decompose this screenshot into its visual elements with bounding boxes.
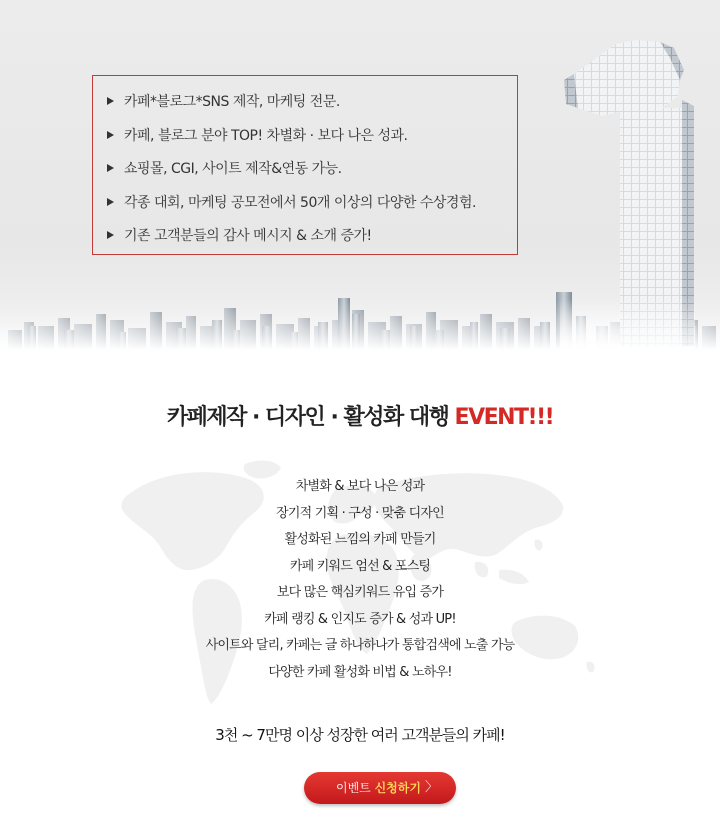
triangle-bullet-icon: [107, 97, 114, 105]
feature-text: 카페, 블로그 분야 TOP! 차별화 · 보다 나은 성과.: [124, 127, 408, 144]
event-title-highlight: EVENT!!!: [454, 405, 554, 430]
event-apply-label-highlight: 신청하기: [374, 781, 421, 795]
event-title-main: 카페제작 · 디자인 · 활성화 대행: [166, 405, 455, 430]
event-feature-item: 보다 많은 핵심키워드 유입 증가: [276, 585, 444, 600]
event-apply-button[interactable]: [304, 772, 456, 804]
event-feature-item: 장기적 기획 · 구성 · 맞춤 디자인: [276, 505, 444, 521]
feature-text: 각종 대회, 마케팅 공모전에서 50개 이상의 다양한 수상경험.: [124, 194, 476, 211]
feature-text: 카페*블로그*SNS 제작, 마케팅 전문.: [124, 94, 340, 110]
feature-box: [92, 75, 518, 255]
number-one-building-image: [560, 0, 695, 350]
triangle-bullet-icon: [107, 231, 114, 239]
feature-item: [107, 220, 517, 254]
feature-item: [107, 120, 517, 154]
event-title: [0, 400, 720, 431]
event-feature-item: 사이트와 달리, 카페는 글 하나하나가 통합검색에 노출 가능: [205, 638, 515, 653]
event-feature-item: 카페 랭킹 & 인지도 증가 & 성과 UP!: [264, 611, 456, 627]
chevron-right-icon: 〉: [424, 780, 438, 795]
event-feature-item: 다양한 카페 활성화 비법 & 노하우!: [268, 664, 452, 680]
feature-list: [93, 76, 517, 254]
feature-text: 기존 고객분들의 감사 메시지 & 소개 증가!: [124, 228, 372, 244]
summary-text: 3천 ~ 7만명 이상 성장한 여러 고객분들의 카페!: [215, 726, 505, 744]
triangle-bullet-icon: [107, 198, 114, 206]
event-feature-list: [0, 474, 720, 686]
event-apply-label-pre: 이벤트: [336, 781, 375, 795]
feature-item: [107, 153, 517, 187]
triangle-bullet-icon: [107, 131, 114, 139]
feature-item: [107, 86, 517, 120]
event-feature-item: 차별화 & 보다 나은 성과: [295, 479, 425, 494]
feature-text: 쇼핑몰, CGI, 사이트 제작&연동 가능.: [124, 161, 342, 177]
feature-item: [107, 187, 517, 221]
hero-banner: [0, 0, 720, 350]
triangle-bullet-icon: [107, 164, 114, 172]
event-feature-item: 활성화된 느낌의 카페 만들기: [284, 532, 436, 547]
event-feature-item: 카페 키워드 엄선 & 포스팅: [289, 558, 431, 574]
